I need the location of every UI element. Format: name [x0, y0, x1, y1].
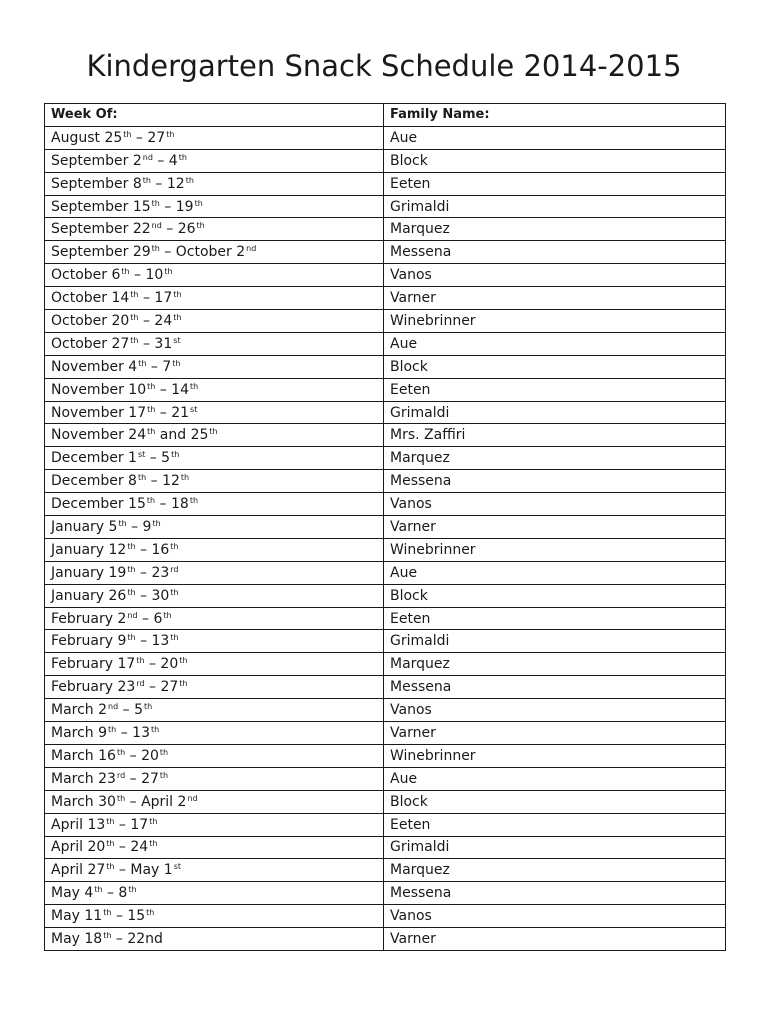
week-of-cell: April 27th – May 1st	[45, 859, 384, 882]
week-of-cell: November 4th – 7th	[45, 355, 384, 378]
family-name-cell: Block	[384, 790, 726, 813]
family-name-cell: Marquez	[384, 653, 726, 676]
family-name-header: Family Name:	[384, 104, 726, 127]
week-of-cell: December 15th – 18th	[45, 493, 384, 516]
week-of-cell: October 14th – 17th	[45, 287, 384, 310]
family-name-cell: Messena	[384, 676, 726, 699]
week-of-cell: January 12th – 16th	[45, 538, 384, 561]
table-row	[45, 447, 726, 470]
family-name-cell: Varner	[384, 928, 726, 951]
family-name-cell: Vanos	[384, 264, 726, 287]
table-row	[45, 218, 726, 241]
family-name-cell: Aue	[384, 332, 726, 355]
family-name-cell: Grimaldi	[384, 630, 726, 653]
table-row	[45, 607, 726, 630]
family-name-cell: Grimaldi	[384, 836, 726, 859]
table-row	[45, 516, 726, 539]
week-of-cell: May 4th – 8th	[45, 882, 384, 905]
table-row	[45, 287, 726, 310]
family-name-cell: Vanos	[384, 493, 726, 516]
family-name-cell: Marquez	[384, 859, 726, 882]
week-of-cell: November 17th – 21st	[45, 401, 384, 424]
table-row	[45, 561, 726, 584]
table-header-row	[45, 104, 726, 127]
snack-schedule-table	[44, 103, 726, 951]
week-of-cell: September 8th – 12th	[45, 172, 384, 195]
table-row	[45, 813, 726, 836]
family-name-cell: Vanos	[384, 905, 726, 928]
table-row	[45, 149, 726, 172]
table-row	[45, 676, 726, 699]
family-name-cell: Aue	[384, 126, 726, 149]
week-of-cell: February 2nd – 6th	[45, 607, 384, 630]
table-row	[45, 424, 726, 447]
week-of-cell: October 6th – 10th	[45, 264, 384, 287]
week-of-cell: March 2nd – 5th	[45, 699, 384, 722]
table-row	[45, 538, 726, 561]
table-row	[45, 241, 726, 264]
week-of-cell: May 11th – 15th	[45, 905, 384, 928]
family-name-cell: Winebrinner	[384, 744, 726, 767]
family-name-cell: Winebrinner	[384, 538, 726, 561]
week-of-cell: February 17th – 20th	[45, 653, 384, 676]
family-name-cell: Aue	[384, 767, 726, 790]
family-name-cell: Block	[384, 355, 726, 378]
family-name-cell: Aue	[384, 561, 726, 584]
table-body	[45, 126, 726, 950]
table-row	[45, 722, 726, 745]
table-row	[45, 836, 726, 859]
family-name-cell: Vanos	[384, 699, 726, 722]
week-of-cell: February 23rd – 27th	[45, 676, 384, 699]
week-of-cell: January 19th – 23rd	[45, 561, 384, 584]
table-row	[45, 699, 726, 722]
family-name-cell: Winebrinner	[384, 310, 726, 333]
table-row	[45, 744, 726, 767]
week-of-cell: October 27th – 31st	[45, 332, 384, 355]
week-of-cell: April 20th – 24th	[45, 836, 384, 859]
table-row	[45, 790, 726, 813]
week-of-cell: April 13th – 17th	[45, 813, 384, 836]
week-of-cell: September 29th – October 2nd	[45, 241, 384, 264]
family-name-cell: Grimaldi	[384, 195, 726, 218]
table-row	[45, 493, 726, 516]
table-row	[45, 882, 726, 905]
table-row	[45, 195, 726, 218]
week-of-cell: March 9th – 13th	[45, 722, 384, 745]
family-name-cell: Mrs. Zaffiri	[384, 424, 726, 447]
family-name-cell: Block	[384, 584, 726, 607]
week-of-cell: March 16th – 20th	[45, 744, 384, 767]
week-of-cell: December 1st – 5th	[45, 447, 384, 470]
family-name-cell: Marquez	[384, 218, 726, 241]
table-row	[45, 310, 726, 333]
week-of-cell: January 26th – 30th	[45, 584, 384, 607]
week-of-header: Week Of:	[45, 104, 384, 127]
week-of-cell: March 30th – April 2nd	[45, 790, 384, 813]
family-name-cell: Marquez	[384, 447, 726, 470]
table-row	[45, 630, 726, 653]
table-row	[45, 584, 726, 607]
family-name-cell: Messena	[384, 470, 726, 493]
table-row	[45, 264, 726, 287]
week-of-cell: September 22nd – 26th	[45, 218, 384, 241]
family-name-cell: Eeten	[384, 607, 726, 630]
week-of-cell: January 5th – 9th	[45, 516, 384, 539]
week-of-cell: March 23rd – 27th	[45, 767, 384, 790]
table-row	[45, 401, 726, 424]
table-row	[45, 126, 726, 149]
table-row	[45, 470, 726, 493]
week-of-cell: February 9th – 13th	[45, 630, 384, 653]
week-of-cell: September 15th – 19th	[45, 195, 384, 218]
family-name-cell: Grimaldi	[384, 401, 726, 424]
family-name-cell: Varner	[384, 287, 726, 310]
week-of-cell: November 10th – 14th	[45, 378, 384, 401]
week-of-cell: September 2nd – 4th	[45, 149, 384, 172]
family-name-cell: Messena	[384, 882, 726, 905]
week-of-cell: August 25th – 27th	[45, 126, 384, 149]
family-name-cell: Varner	[384, 722, 726, 745]
table-row	[45, 355, 726, 378]
table-row	[45, 767, 726, 790]
table-row	[45, 172, 726, 195]
table-row	[45, 928, 726, 951]
family-name-cell: Eeten	[384, 378, 726, 401]
family-name-cell: Messena	[384, 241, 726, 264]
week-of-cell: May 18th – 22nd	[45, 928, 384, 951]
page-title: Kindergarten Snack Schedule 2014-2015	[86, 49, 682, 83]
week-of-cell: December 8th – 12th	[45, 470, 384, 493]
family-name-cell: Eeten	[384, 172, 726, 195]
table-row	[45, 378, 726, 401]
family-name-cell: Varner	[384, 516, 726, 539]
week-of-cell: November 24th and 25th	[45, 424, 384, 447]
week-of-cell: October 20th – 24th	[45, 310, 384, 333]
table-row	[45, 859, 726, 882]
family-name-cell: Block	[384, 149, 726, 172]
table-row	[45, 905, 726, 928]
family-name-cell: Eeten	[384, 813, 726, 836]
table-row	[45, 653, 726, 676]
table-row	[45, 332, 726, 355]
